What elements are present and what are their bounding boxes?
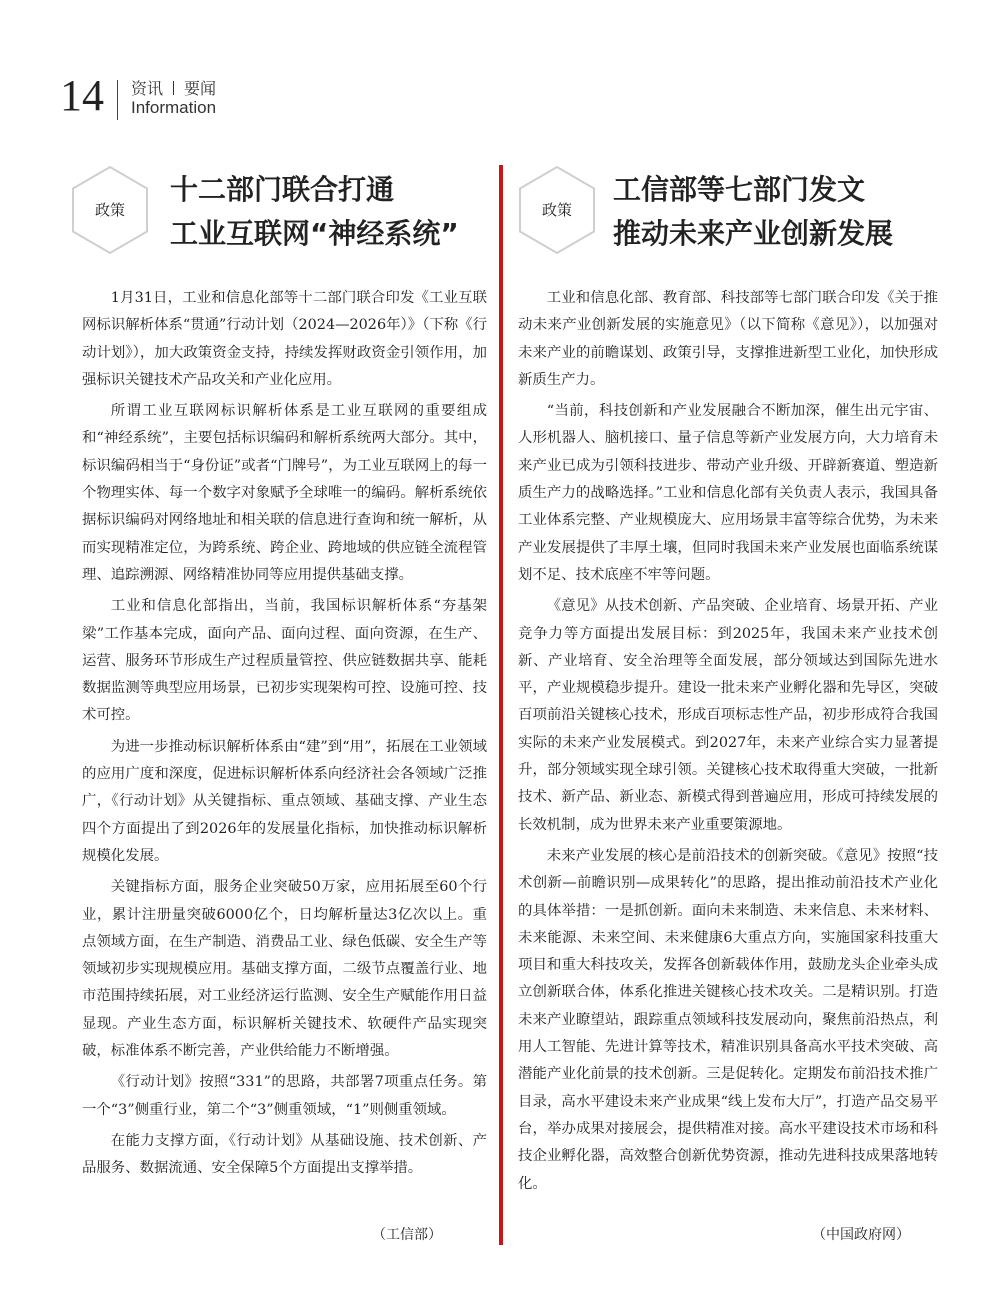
left-tag-label: 政策 (94, 201, 125, 219)
left-paragraph-6: 《行动计划》按照“331”的思路，共部署7项重点任务。第一个“3”侧重行业，第二个“3”侧重领域，“1”则侧重领域。 (82, 1074, 487, 1118)
left-paragraph-7: 在能力支撑方面，《行动计划》从基础设施、技术创新、产品服务、数据流通、安全保障5个方面提出支撑举措。 (82, 1132, 487, 1177)
right-title-line-1: 工信部等七部门发文 (613, 173, 866, 206)
section-label-english: Information (131, 98, 217, 117)
left-paragraph-2: 所谓工业互联网标识解析体系是工业互联网的重要组成和“神经系统”，主要包括标识编码和解析系统两大部分。其中，标识编码相当于“身份证”或者“门牌号”，为工业互联网上的每一个物理实体、每一个数字对象赋予全球唯一的编码。解析系统依据标识编码对网络地址和相关联的信息进行查询和统一解析，从而实现精准定位，为跨系统、跨企业、跨地域的供应链全流程管理、追踪溯源、网络精准协同等应用提供基础支撑。 (82, 403, 487, 583)
page-number: 14 (60, 71, 104, 120)
right-article-body (518, 285, 938, 1202)
right-paragraph-4: 未来产业发展的核心是前沿技术的创新突破。《意见》按照“技术创新—前瞻识别—成果转化”的思路，提出推动前沿技术产业化的具体举措：一是抓创新。面向未来制造、未来信息、未来材料、未来能源、未来空间、未来健康6大重点方向，实施国家科技重大项目和重大科技攻关，发挥各创新载体作用，鼓励龙头企业牵头成立创新联合体，体系化推进关键核心技术攻关。二是精识别。打造未来产业瞭望站，跟踪重点领域科技发展动向，聚焦前沿热点，利用人工智能、先进计算等技术，精准识别具备高水平技术突破、高潜能产业化前景的技术创新。三是促转化。定期发布前沿技术推广目录，高水平建设未来产业成果“线上发布大厅”，打造产品交易平台，举办成果对接展会，提供精准对接。高水平建设技术市场和科技企业孵化器，高效整合创新优势资源，推动先进科技成果落地转化。 (518, 847, 938, 1192)
section-label (131, 76, 216, 99)
section-name-news: 资讯 (131, 79, 164, 98)
right-paragraph-3: 《意见》从技术创新、产品突破、企业培育、场景开拓、产业竞争力等方面提出发展目标：到2025年，我国未来产业技术创新、产业培育、安全治理等全面发展，部分领域达到国际先进水平，产业规模稳步提升。建设一批未来产业孵化器和先导区，突破百项前沿关键核心技术，形成百项标志性产品，初步形成符合我国实际的未来产业发展模式。到2027年，未来产业综合实力显著提升，部分领域实现全球引领。关键核心技术取得重大突破，一批新技术、新产品、新业态、新模式得到普遍应用，形成可持续发展的长效机制，成为世界未来产业重要策源地。 (518, 598, 938, 833)
left-tag-badge (65, 165, 155, 255)
left-paragraph-4: 为进一步推动标识解析体系由“建”到“用”，拓展在工业领域的应用广度和深度，促进标识解析体系向经济社会各领域广泛推广，《行动计划》从关键指标、重点领域、基础支撑、产业生态四个方面提出了到2026年的发展量化指标，加快推动标识解析规模化发展。 (82, 738, 487, 864)
column-divider (499, 165, 503, 1245)
left-article-source: （工信部） (372, 1227, 442, 1243)
section-separator (173, 81, 174, 95)
right-tag-label: 政策 (541, 201, 572, 219)
right-title-line-2: 推动未来产业创新发展 (613, 217, 894, 250)
left-title-line-1: 十二部门联合打通 (170, 173, 395, 206)
right-paragraph-2: “当前，科技创新和产业发展融合不断加深，催生出元宇宙、人形机器人、脑机接口、量子信息等新产业发展方向，大力培育未来产业已成为引领科技进步、带动产业升级、开辟新赛道、塑造新质生产力的战略选择。”工业和信息化部有关负责人表示，我国具备工业体系完整、产业规模庞大、应用场景丰富等综合优势，为未来产业发展提供了丰厚土壤，但同时我国未来产业发展也面临系统谋划不足、技术底座不牢等问题。 (518, 403, 938, 583)
left-article-title (170, 168, 459, 256)
left-paragraph-5: 关键指标方面，服务企业突破50万家，应用拓展至60个行业，累计注册量突破6000亿个，日均解析量达3亿次以上。重点领域方面，在生产制造、消费品工业、绿色低碳、安全生产等领域初步实现规模应用。基础支撑方面，二级节点覆盖行业、地市范围持续拓展，对工业经济运行监测、安全生产赋能作用日益显现。产业生态方面，标识解析关键技术、软硬件产品实现突破，标准体系不断完善，产业供给能力不断增强。 (82, 879, 487, 1060)
section-name-headlines: 要闻 (184, 79, 217, 98)
left-paragraph-1: 1月31日，工业和信息化部等十二部门联合印发《工业互联网标识解析体系“贯通”行动计划（2024—2026年）》（下称《行动计划》），加大政策资金支持，持续发挥财政资金引领作用，加强标识关键技术产品攻关和产业化应用。 (82, 290, 487, 388)
left-title-line-2: 工业互联网“神经系统” (170, 217, 459, 250)
left-paragraph-3: 工业和信息化部指出，当前，我国标识解析体系“夯基架梁”工作基本完成，面向产品、面向过程、面向资源，在生产、运营、服务环节形成生产过程质量管控、供应链数据共享、能耗数据监测等典型应用场景，已初步实现架构可控、设施可控、技术可控。 (82, 598, 487, 724)
left-article-body (82, 285, 487, 1187)
right-article-title (613, 168, 893, 256)
right-article-source: （中国政府网） (812, 1227, 910, 1243)
header-divider (117, 80, 118, 120)
right-tag-badge (512, 165, 602, 255)
right-paragraph-1: 工业和信息化部、教育部、科技部等七部门联合印发《关于推动未来产业创新发展的实施意见》（以下简称《意见》），以加强对未来产业的前瞻谋划、政策引导，支撑推进新型工业化，加快形成新质生产力。 (518, 290, 938, 388)
